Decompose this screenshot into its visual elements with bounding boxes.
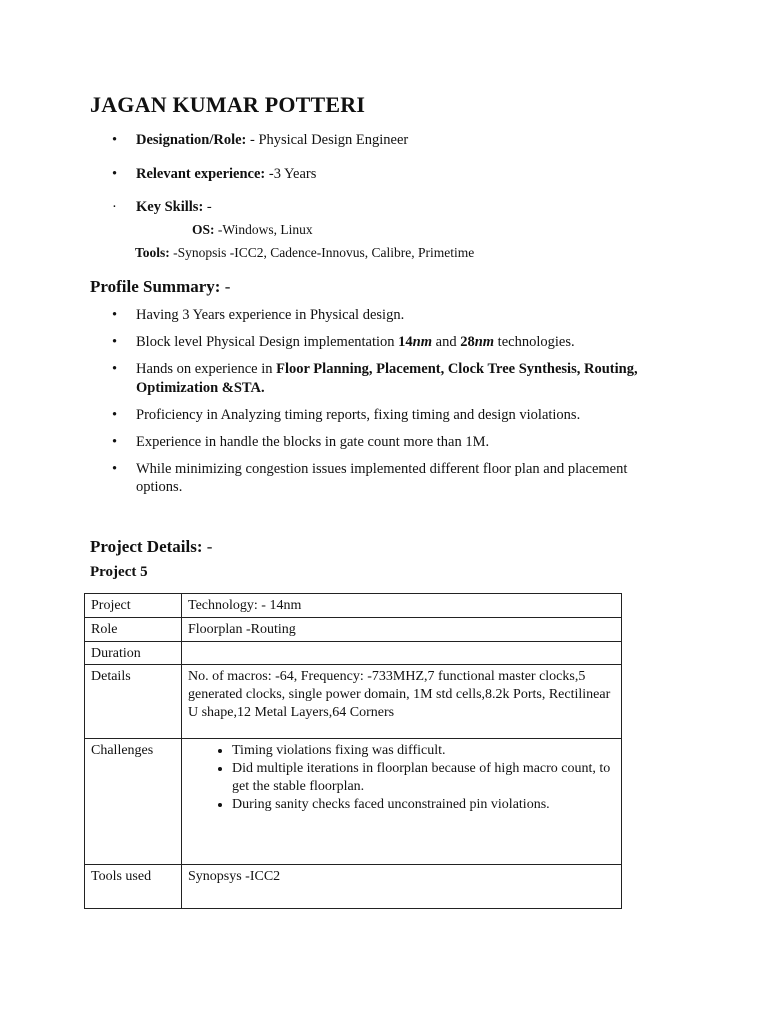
designation-value: - Physical Design Engineer bbox=[246, 132, 409, 148]
summary-text: Having 3 Years experience in Physical design. bbox=[136, 307, 405, 323]
list-item bbox=[112, 433, 652, 452]
table-key-cell: Details bbox=[85, 665, 182, 739]
table-value-cell: Floorplan -Routing bbox=[182, 618, 622, 642]
bullet-icon: • bbox=[112, 166, 118, 182]
profile-summary-heading bbox=[90, 277, 230, 297]
summary-text: and bbox=[432, 334, 461, 350]
list-item bbox=[112, 306, 652, 325]
table-value-cell: No. of macros: -64, Frequency: -733MHZ,7 functional master clocks,5 generated clocks, single power domain, 1M std cells,8.2k Ports, Rectilinear U shape,12 Metal Layers,64 Corners bbox=[182, 665, 622, 739]
table-key-cell: Challenges bbox=[85, 739, 182, 865]
tech-node-unit: nm bbox=[412, 334, 433, 350]
profile-summary-dash: - bbox=[220, 277, 231, 296]
profile-summary-list bbox=[112, 306, 652, 505]
table-value-cell bbox=[182, 739, 622, 865]
table-value-cell bbox=[182, 642, 622, 665]
experience-line bbox=[112, 165, 316, 183]
table-row bbox=[85, 865, 622, 909]
experience-label: Relevant experience: bbox=[136, 166, 266, 182]
os-line bbox=[192, 222, 313, 238]
list-item: • Timing violations fixing was difficult. bbox=[232, 742, 615, 760]
table-key-cell: Tools used bbox=[85, 865, 182, 909]
summary-text: Experience in handle the blocks in gate count more than 1M. bbox=[136, 433, 490, 450]
table-row bbox=[85, 739, 622, 865]
project-table bbox=[84, 593, 622, 909]
table-row bbox=[85, 665, 622, 739]
list-item: • During sanity checks faced unconstrained pin violations. bbox=[232, 796, 615, 814]
project-details-title: Project Details: bbox=[90, 537, 203, 556]
summary-text: Hands on experience in bbox=[136, 361, 277, 377]
summary-text: While minimizing congestion issues implemented different floor plan and placement options. bbox=[136, 460, 628, 495]
table-row bbox=[85, 618, 622, 642]
table-value-cell: Synopsys -ICC2 bbox=[182, 865, 622, 909]
bullet-icon: • bbox=[112, 361, 118, 377]
table-value-cell: Technology: - 14nm bbox=[182, 594, 622, 618]
table-key-cell: Project bbox=[85, 594, 182, 618]
table-row bbox=[85, 594, 622, 618]
bullet-icon: • bbox=[112, 132, 118, 148]
bullet-icon: • bbox=[112, 406, 118, 423]
bullet-icon: • bbox=[112, 460, 118, 477]
list-item bbox=[112, 460, 652, 497]
list-item: • Did multiple iterations in floorplan because of high macro count, to get the stable floorplan. bbox=[232, 760, 615, 796]
list-item bbox=[112, 333, 652, 352]
profile-summary-title: Profile Summary: bbox=[90, 277, 221, 296]
bullet-icon: • bbox=[112, 307, 118, 323]
table-key-cell: Duration bbox=[85, 642, 182, 665]
list-item bbox=[112, 360, 652, 397]
skills-label: Key Skills: bbox=[136, 199, 204, 215]
tools-line bbox=[135, 245, 474, 261]
table-row bbox=[85, 642, 622, 665]
bullet-icon: · bbox=[112, 199, 117, 215]
candidate-name: JAGAN KUMAR POTTERI bbox=[90, 92, 366, 117]
skills-value: - bbox=[203, 199, 212, 215]
tech-node-value: 28 bbox=[460, 334, 475, 350]
bullet-icon: • bbox=[112, 433, 118, 450]
os-label: OS: bbox=[192, 222, 215, 237]
designation-label: Designation/Role: bbox=[136, 132, 247, 148]
skills-line bbox=[112, 198, 212, 216]
project-label: Project 5 bbox=[90, 564, 148, 580]
bullet-icon: • bbox=[112, 334, 118, 350]
experience-value: -3 Years bbox=[265, 166, 317, 182]
list-item bbox=[112, 406, 652, 425]
table-key-cell: Role bbox=[85, 618, 182, 642]
tech-node-unit: nm bbox=[474, 334, 495, 350]
summary-bold-text: Floor Planning, Placement, Clock Tree Synthesis, Routing, Optimization &STA. bbox=[136, 361, 638, 396]
tools-value: -Synopsis -ICC2, Cadence-Innovus, Calibre, Primetime bbox=[169, 245, 475, 260]
tools-label: Tools: bbox=[135, 245, 170, 260]
designation-line bbox=[112, 131, 408, 149]
summary-text: Proficiency in Analyzing timing reports, fixing timing and design violations. bbox=[136, 406, 581, 423]
os-value: -Windows, Linux bbox=[214, 222, 313, 237]
summary-text: technologies. bbox=[494, 334, 575, 350]
project-details-heading bbox=[90, 537, 212, 557]
summary-text: Block level Physical Design implementation bbox=[136, 334, 399, 350]
project-details-dash: - bbox=[202, 537, 213, 556]
challenges-list bbox=[188, 742, 615, 814]
tech-node-value: 14 bbox=[398, 334, 413, 350]
